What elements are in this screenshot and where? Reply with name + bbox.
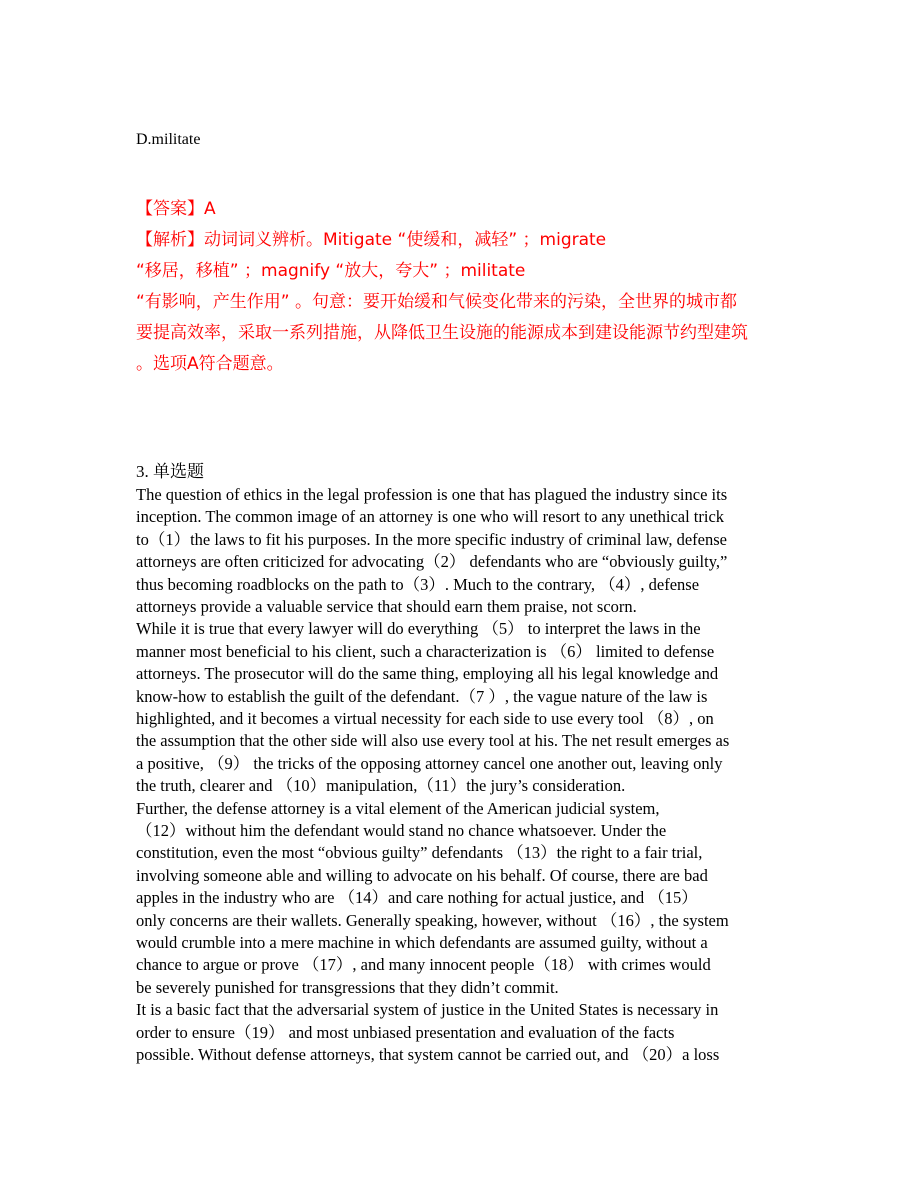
- passage-line: Further, the defense attorney is a vital element of the American judicial system,: [136, 798, 660, 818]
- passage-line: to（1）the laws to fit his purposes. In the more specific industry of criminal law, defense: [136, 529, 727, 549]
- passage-line: manner most beneficial to his client, such a characterization is （6） limited to defense: [136, 641, 715, 661]
- passage-line: involving someone able and willing to advocate on his behalf. Of course, there are bad: [136, 865, 708, 885]
- passage-line: thus becoming roadblocks on the path to（3）. Much to the contrary, （4）, defense: [136, 574, 700, 594]
- analysis-line: “移居，移植” ；magnify “放大，夸大” ；militate: [136, 261, 526, 281]
- passage-line: attorneys provide a valuable service that should earn them praise, not scorn.: [136, 597, 637, 616]
- analysis-line: “有影响，产生作用” 。句意：要开始缓和气候变化带来的污染，全世界的城市都: [136, 292, 738, 312]
- passage-line: know-how to establish the guilt of the defendant.（7 ）, the vague nature of the law is: [136, 686, 708, 706]
- passage-line: the truth, clearer and （10）manipulation,（11）the jury’s consideration.: [136, 776, 626, 796]
- passage-line: inception. The common image of an attorney is one who will resort to any unethical trick: [136, 507, 725, 527]
- passage-line: While it is true that every lawyer will do everything （5） to interpret the laws in the: [136, 619, 701, 639]
- question-number: 3. 单选题: [136, 462, 204, 481]
- analysis-line: 【解析】动词词义辨析。Mitigate “使缓和，减轻” ；migrate: [136, 230, 607, 250]
- passage-line: possible. Without defense attorneys, that system cannot be carried out, and （20）a loss: [136, 1045, 720, 1064]
- passage-line: （12）without him the defendant would stand no chance whatsoever. Under the: [136, 821, 667, 840]
- passage-line: the assumption that the other side will also use every tool at his. The net result emerges as: [136, 731, 730, 751]
- answer-label: 【答案】A: [136, 199, 216, 219]
- passage-line: a positive, （9） the tricks of the opposing attorney cancel one another out, leaving only: [136, 753, 723, 773]
- passage-line: It is a basic fact that the adversarial system of justice in the United States is necessary in: [136, 1000, 719, 1020]
- passage-line: would crumble into a mere machine in which defendants are assumed guilty, without a: [136, 933, 708, 952]
- passage-line: apples in the industry who are （14）and care nothing for actual justice, and （15）: [136, 888, 698, 908]
- passage-line: chance to argue or prove （17）, and many innocent people（18） with crimes would: [136, 955, 711, 975]
- passage-line: only concerns are their wallets. Generally speaking, however, without （16）, the system: [136, 910, 729, 930]
- passage-line: attorneys. The prosecutor will do the same thing, employing all his legal knowledge and: [136, 664, 719, 684]
- passage-line: be severely punished for transgressions that they didn’t commit.: [136, 977, 559, 997]
- analysis-line: 要提高效率，采取一系列措施，从降低卫生设施的能源成本到建设能源节约型建筑: [136, 323, 748, 343]
- passage-line: highlighted, and it becomes a virtual necessity for each side to use every tool （8）, on: [136, 709, 714, 728]
- passage-line: order to ensure（19） and most unbiased presentation and evaluation of the facts: [136, 1022, 675, 1042]
- passage-line: constitution, even the most “obvious guilty” defendants （13）the right to a fair trial,: [136, 843, 703, 863]
- passage-line: attorneys are often criticized for advocating（2） defendants who are “obviously guilty,”: [136, 552, 728, 572]
- option-d: D.militate: [136, 131, 201, 148]
- analysis-line: 。选项A符合题意。: [136, 354, 284, 374]
- passage-line: The question of ethics in the legal profession is one that has plagued the industry since its: [136, 485, 728, 504]
